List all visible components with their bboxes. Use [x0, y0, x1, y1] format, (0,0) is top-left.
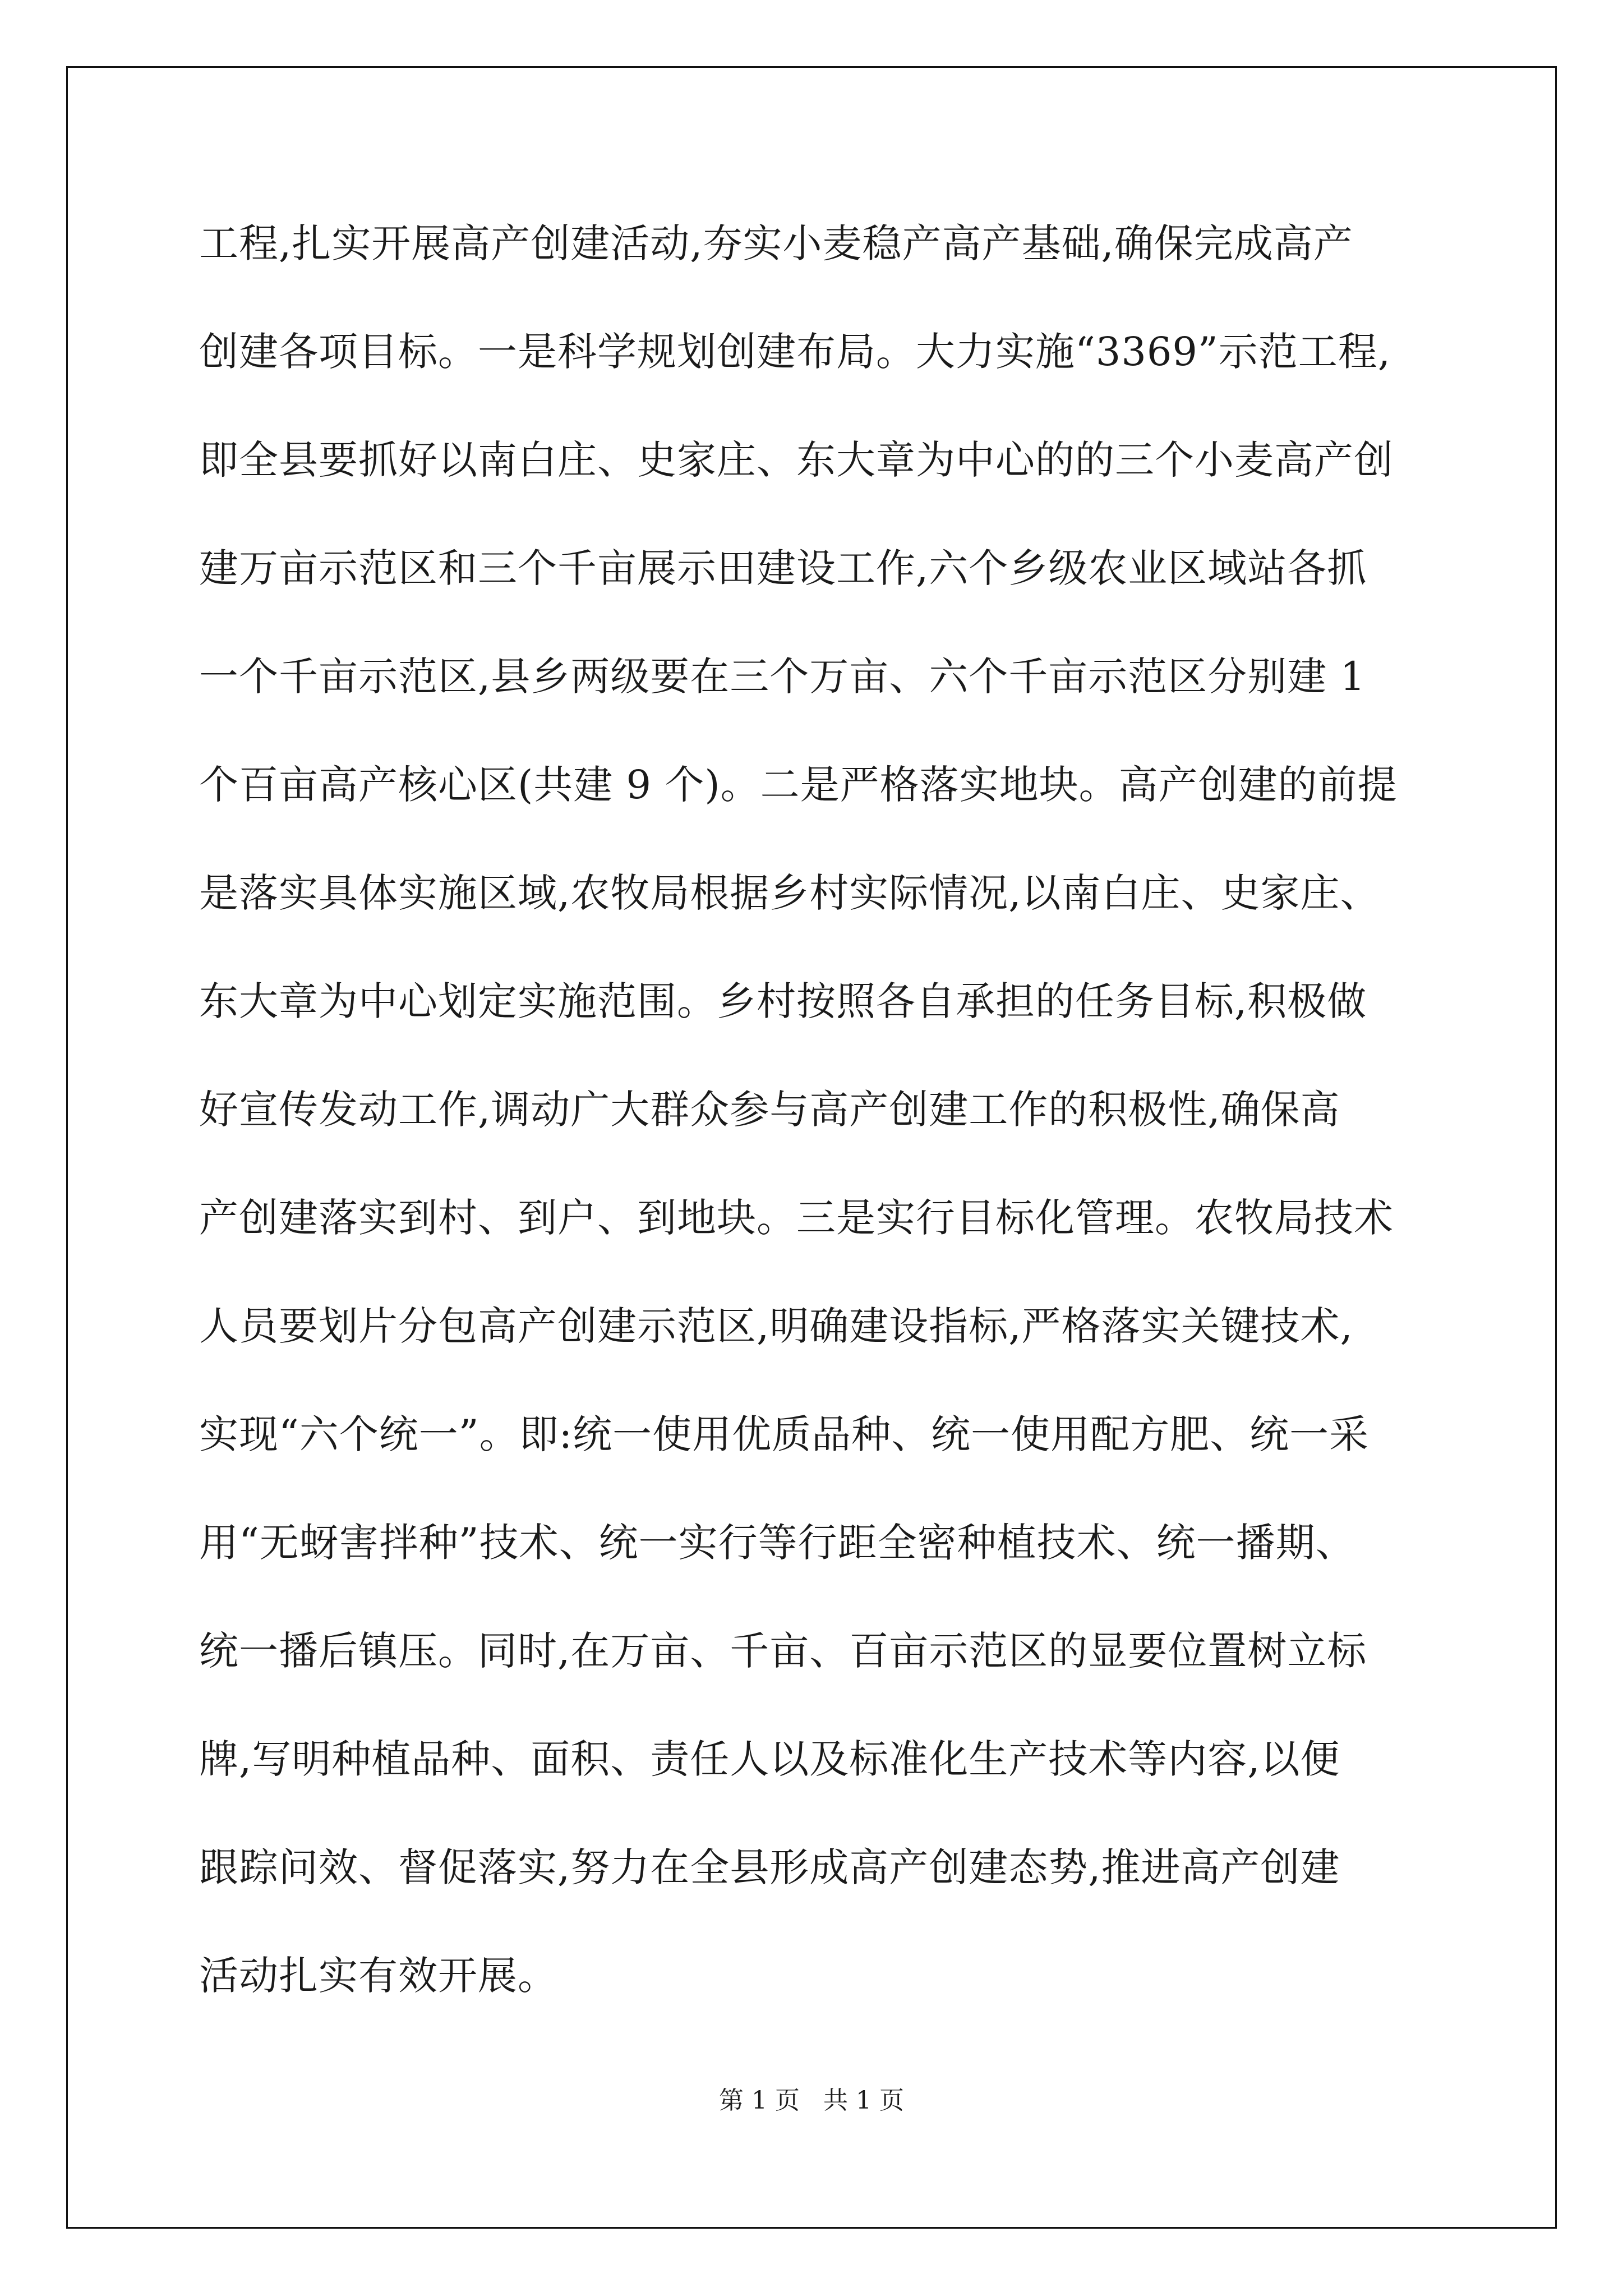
text-line: 创建各项目标。一是科学规划创建布局。大力实施“3369”示范工程,	[199, 329, 1391, 375]
text-line: 东大章为中心划定实施范围。乡村按照各自承担的任务目标,积极做	[199, 978, 1367, 1024]
text-line: 跟踪问效、督促落实,努力在全县形成高产创建态势,推进高产创建	[199, 1844, 1340, 1890]
page-number-footer: 第 1 页 共 1 页	[719, 2086, 904, 2115]
text-line: 活动扎实有效开展。	[199, 1953, 557, 1999]
text-line: 一个千亩示范区,县乡两级要在三个万亩、六个千亩示范区分别建 1	[199, 654, 1366, 700]
text-line: 统一播后镇压。同时,在万亩、千亩、百亩示范区的显要位置树立标	[199, 1628, 1367, 1674]
text-line: 是落实具体实施区域,农牧局根据乡村实际情况,以南白庄、史家庄、	[199, 870, 1380, 916]
text-line: 即全县要抓好以南白庄、史家庄、东大章为中心的的三个小麦高产创	[199, 437, 1394, 483]
text-line: 人员要划片分包高产创建示范区,明确建设指标,严格落实关键技术,	[199, 1303, 1353, 1349]
text-line: 建万亩示范区和三个千亩展示田建设工作,六个乡级农业区域站各抓	[199, 545, 1367, 591]
text-line: 牌,写明种植品种、面积、责任人以及标准化生产技术等内容,以便	[199, 1736, 1340, 1782]
document-body	[199, 212, 1455, 2053]
text-line: 好宣传发动工作,调动广大群众参与高产创建工作的积极性,确保高	[199, 1087, 1340, 1133]
text-line: 产创建落实到村、到户、到地块。三是实行目标化管理。农牧局技术	[199, 1195, 1394, 1241]
text-line: 实现“六个统一”。即:统一使用优质品种、统一使用配方肥、统一采	[199, 1411, 1370, 1457]
text-line: 用“无蚜害拌种”技术、统一实行等行距全密种植技术、统一播期、	[199, 1520, 1355, 1566]
text-line: 个百亩高产核心区(共建 9 个)。二是严格落实地块。高产创建的前提	[199, 762, 1398, 808]
text-line: 工程,扎实开展高产创建活动,夯实小麦稳产高产基础,确保完成高产	[199, 220, 1353, 266]
